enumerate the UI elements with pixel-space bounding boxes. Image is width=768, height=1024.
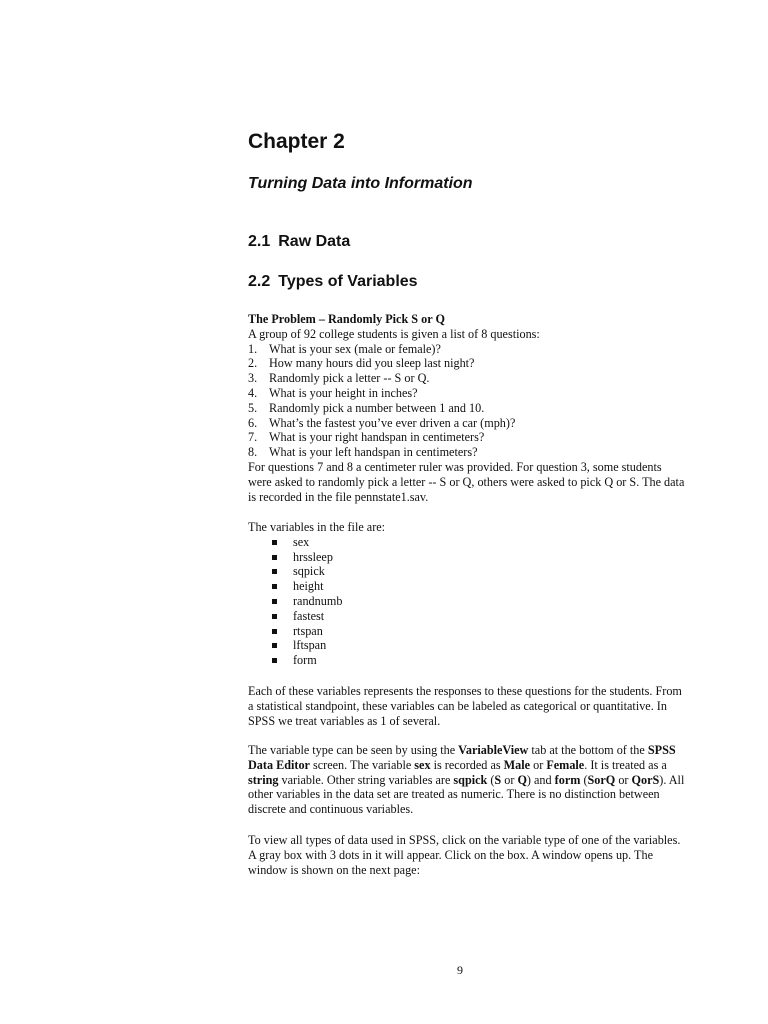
section-number: 2.1 [248, 233, 271, 250]
variables-intro: The variables in the file are: [248, 520, 386, 534]
list-item [248, 356, 688, 371]
text-run: tab at the bottom of the [528, 743, 648, 757]
text-run: or [501, 772, 518, 787]
square-bullet-icon [272, 584, 277, 589]
bold-term: sqpick [453, 772, 488, 787]
item-number: 6. [248, 415, 258, 430]
item-number: 2. [248, 356, 258, 371]
list-item [248, 609, 688, 624]
text-run: is recorded as [430, 757, 504, 772]
text-run: or [530, 757, 547, 772]
square-bullet-icon [272, 540, 277, 545]
list-item [248, 342, 688, 357]
variable-list [248, 535, 688, 668]
item-text: Randomly pick a number between 1 and 10. [269, 400, 485, 415]
list-item [248, 653, 688, 668]
variable-name: sqpick [293, 564, 325, 579]
item-number: 7. [248, 430, 258, 445]
list-item [248, 401, 688, 416]
question-list [248, 342, 688, 460]
section-title: Raw Data [278, 233, 351, 250]
problem-title: The Problem – Randomly Pick S or Q [248, 312, 445, 326]
text-run: . It is treated as a [584, 757, 667, 772]
variables-block [248, 520, 688, 668]
chapter-subtitle: Turning Data into Information [248, 175, 473, 192]
square-bullet-icon [272, 569, 277, 574]
item-text: How many hours did you sleep last night? [269, 356, 475, 371]
body-paragraph [248, 743, 688, 817]
text-run: screen. The variable [309, 757, 415, 772]
paragraph-variable-type [248, 743, 688, 817]
square-bullet-icon [272, 599, 277, 604]
variable-name: form [293, 653, 317, 668]
square-bullet-icon [272, 629, 277, 634]
item-number: 1. [248, 341, 258, 356]
text-run: or [615, 772, 632, 787]
list-item [248, 624, 688, 639]
item-number: 3. [248, 371, 258, 386]
page-number: 9 [457, 963, 463, 977]
list-item [248, 371, 688, 386]
list-item [248, 535, 688, 550]
variable-name: sex [293, 534, 310, 549]
item-text: Randomly pick a letter -- S or Q. [269, 371, 430, 386]
item-number: 5. [248, 400, 258, 415]
list-item [248, 564, 688, 579]
section-title: Types of Variables [278, 273, 418, 290]
variable-name: hrssleep [293, 549, 333, 564]
list-item [248, 430, 688, 445]
section-number: 2.2 [248, 273, 271, 290]
square-bullet-icon [272, 658, 277, 663]
item-text: What is your right handspan in centimeters? [269, 430, 485, 445]
body-paragraph: Each of these variables represents the responses to these questions for the students. From a statistical standpoint, these variables can be labeled as categorical or quantitative. In SPSS we treat variables as 1 of several. [248, 684, 682, 728]
variable-name: height [293, 579, 324, 594]
bold-term: VariableView [458, 743, 529, 757]
text-run: ( [487, 772, 495, 787]
text-run: The variable type can be seen by using the [248, 743, 459, 757]
bold-term: Q [517, 772, 527, 787]
list-item [248, 550, 688, 565]
square-bullet-icon [272, 614, 277, 619]
square-bullet-icon [272, 643, 277, 648]
variable-name: lftspan [293, 638, 327, 653]
paragraph-view-types [248, 833, 688, 877]
bold-term: SorQ [587, 772, 616, 787]
variable-name: fastest [293, 608, 325, 623]
bold-term: string [248, 772, 279, 787]
bold-term: QorS [631, 772, 660, 787]
list-item [248, 386, 688, 401]
list-item [248, 445, 688, 460]
text-run: variable. Other string variables are [278, 772, 454, 787]
paragraph-categorical [248, 684, 688, 728]
item-text: What is your height in inches? [269, 385, 418, 400]
item-text: What is your left handspan in centimeters? [269, 445, 478, 460]
section-heading-raw-data [248, 233, 350, 251]
bold-term: Male [503, 757, 531, 772]
text-run: ( [580, 772, 588, 787]
square-bullet-icon [272, 555, 277, 560]
text-run: ) and [526, 772, 555, 787]
problem-block [248, 312, 688, 504]
bold-term: S [494, 772, 502, 787]
item-text: What’s the fastest you’ve ever driven a car (mph)? [269, 415, 516, 430]
chapter-title: Chapter 2 [248, 130, 345, 153]
bold-term: form [554, 772, 581, 787]
problem-intro: A group of 92 college students is given a list of 8 questions: [248, 326, 540, 341]
text-run: ). All other variables in the data set are treated as numeric. There is no distinction between discrete and continuous variables. [248, 772, 685, 817]
variable-name: rtspan [293, 623, 323, 638]
bold-term: Female [546, 757, 585, 772]
list-item [248, 594, 688, 609]
item-text: What is your sex (male or female)? [269, 341, 441, 356]
item-number: 4. [248, 385, 258, 400]
problem-note: For questions 7 and 8 a centimeter ruler was provided. For question 3, some students were asked to randomly pick a letter -- S or Q, others were asked to pick Q or S. The data is recorded in the file pennstate1.sav. [248, 459, 685, 504]
bold-term: sex [414, 757, 431, 772]
body-paragraph: To view all types of data used in SPSS, click on the variable type of one of the variables. A gray box with 3 dots in it will appear. Click on the box. A window opens up. The window is shown on the next page: [248, 833, 681, 877]
bold-term: SPSS Data Editor [248, 743, 676, 772]
variable-name: randnumb [293, 593, 343, 608]
item-number: 8. [248, 445, 258, 460]
list-item [248, 638, 688, 653]
list-item [248, 416, 688, 431]
section-heading-types-of-variables [248, 273, 418, 291]
list-item [248, 579, 688, 594]
